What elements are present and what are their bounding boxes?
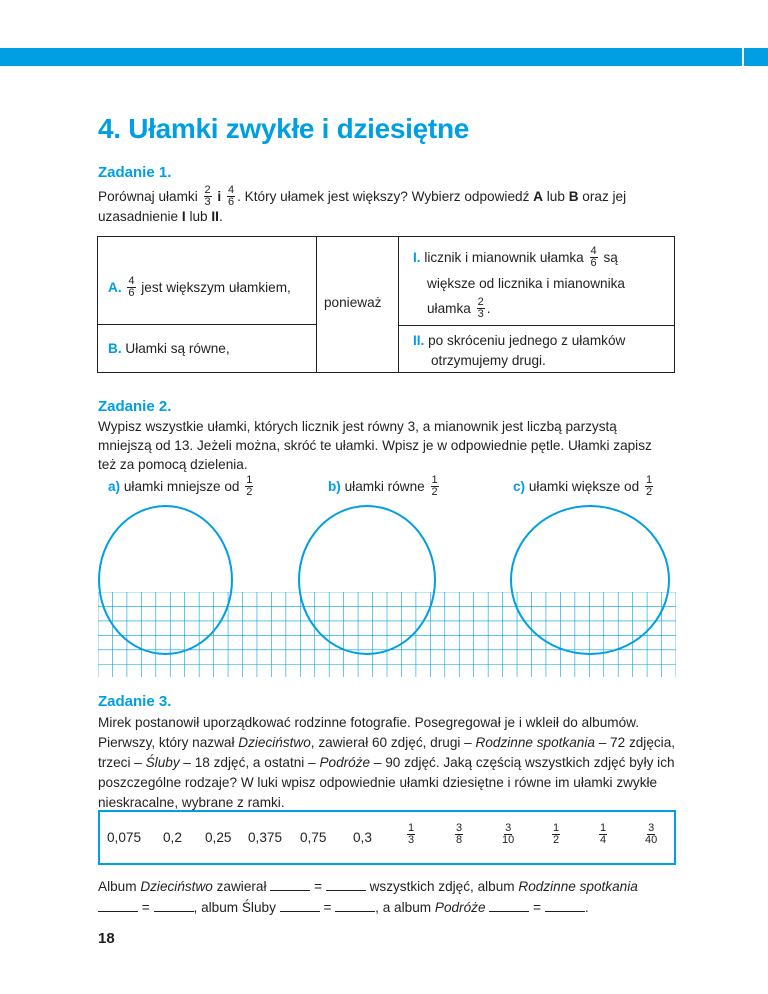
blank-field[interactable] (545, 898, 585, 912)
task2-heading: Zadanie 2. (98, 398, 172, 415)
blank-field[interactable] (98, 898, 138, 912)
option-II[interactable]: II. po skróceniu jednego z ułamków otrzymujemy drugi. (413, 333, 626, 368)
answer-line2: = , album Śluby = , a album Podróże = . (98, 898, 698, 918)
task2-line3: też za pomocą dzielenia. (98, 457, 248, 472)
decimal-option[interactable]: 0,375 (248, 830, 283, 845)
loop-c-label: c) ułamki większe od $\frac{1}{2}$ (513, 474, 653, 498)
fraction-option[interactable]: $\frac{3}{40}$ (645, 822, 658, 846)
top-banner (0, 48, 768, 66)
fraction-option[interactable]: $\frac{1}{3}$ (408, 822, 415, 846)
task3-line2: Pierwszy, który nazwał Dzieciństwo, zawierał 60 zdjęć, drugi – Rodzinne spotkania – 72 zdjęcia, (98, 735, 676, 750)
task3-line4: poszczególne rodzaje? W luki wpisz odpowiednie ułamki dziesiętne i równe im ułamki zwykłe (98, 775, 658, 790)
blank-field[interactable] (280, 898, 320, 912)
blank-field[interactable] (335, 898, 375, 912)
because-label: ponieważ (324, 295, 382, 310)
squared-grid[interactable] (98, 592, 676, 677)
blank-field[interactable] (154, 898, 194, 912)
option-I[interactable]: I. licznik i mianownik ułamka $\frac{4}{6}$ są większe od licznika i mianownika ułamka $\frac{2}{3}$ . (413, 245, 625, 320)
task1-heading: Zadanie 1. (98, 164, 172, 181)
banner-notch (742, 48, 744, 66)
answer-table (97, 236, 675, 373)
task3-line1: Mirek postanowił uporządkować rodzinne fotografie. Posegregował je i wkleił do albumów. (98, 715, 640, 730)
task2-line1: Wypisz wszystkie ułamki, których licznik jest równy 3, a mianownik jest liczbą parzystą (98, 419, 617, 434)
fraction-option[interactable]: $\frac{3}{8}$ (456, 822, 463, 846)
fraction-option[interactable]: $\frac{1}{4}$ (600, 822, 607, 846)
blank-field[interactable] (326, 877, 366, 891)
blank-field[interactable] (270, 877, 310, 891)
task3-line5: nieskracalne, wybrane z ramki. (98, 795, 285, 810)
fraction-2-3: $\frac{2}{3}$ (204, 184, 211, 208)
blank-field[interactable] (489, 898, 529, 912)
answer-line1: Album Dzieciństwo zawierał = wszystkich zdjęć, album Rodzinne spotkania (98, 879, 638, 894)
fraction-option[interactable]: $\frac{3}{10}$ (502, 822, 515, 846)
task2-line2: mniejszą od 13. Jeżeli można, skróć te ułamki. Wpisz je w odpowiednie pętle. Ułamki zapisz (98, 438, 652, 453)
task1-line1: Porównaj ułamki $\frac{2}{3}$ i $\frac{4}{6}$ . Który ułamek jest większy? Wybierz odpowiedź A lub B oraz jej (98, 184, 627, 208)
decimal-option[interactable]: 0,2 (163, 830, 182, 845)
choice-box (98, 810, 676, 865)
task1-line2: uzasadnienie I lub II. (98, 209, 223, 224)
task3-heading: Zadanie 3. (98, 693, 172, 710)
decimal-option[interactable]: 0,3 (353, 830, 372, 845)
loop-b-label: b) ułamki równe $\frac{1}{2}$ (328, 474, 438, 498)
fraction-option[interactable]: $\frac{1}{2}$ (553, 822, 560, 846)
page-title: 4. Ułamki zwykłe i dziesiętne (98, 113, 470, 144)
decimal-option[interactable]: 0,75 (300, 830, 327, 845)
loop-a-label: a) ułamki mniejsze od $\frac{1}{2}$ (108, 474, 253, 498)
fraction-4-6: $\frac{4}{6}$ (227, 184, 235, 208)
task3-line3: trzeci – Śluby – 18 zdjęć, a ostatni – Podróże – 90 zdjęć. Jaką częścią wszystkich zdjęć były ich (98, 755, 675, 770)
page-number: 18 (98, 930, 115, 947)
decimal-option[interactable]: 0,075 (107, 830, 142, 845)
option-b[interactable]: B. Ułamki są równe, (108, 341, 230, 356)
decimal-option[interactable]: 0,25 (205, 830, 232, 845)
option-a[interactable]: A. $\frac{4}{6}$ jest większym ułamkiem, (108, 275, 291, 299)
